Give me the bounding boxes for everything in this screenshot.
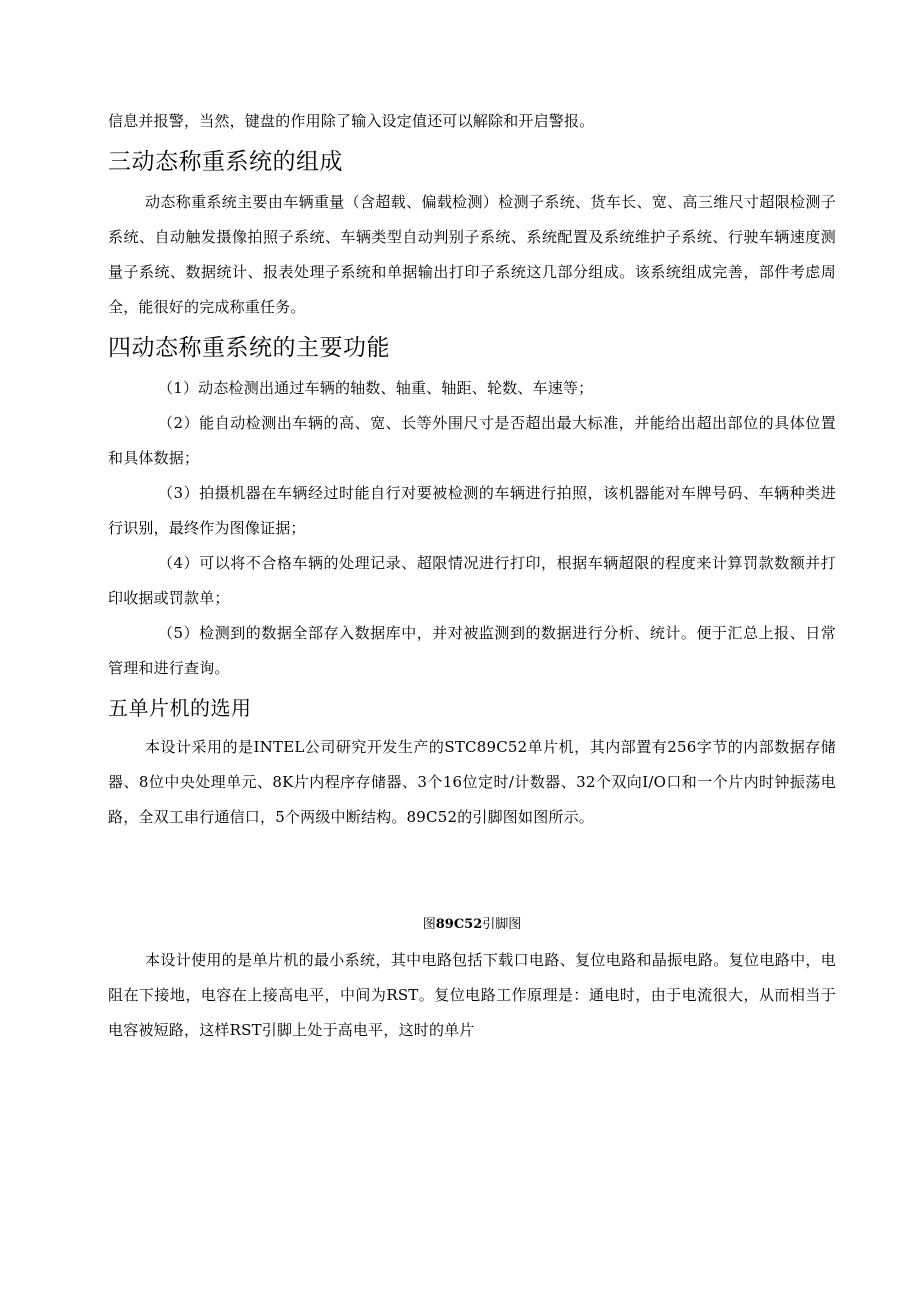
figure-placeholder [108,835,836,907]
composition-paragraph: 动态称重系统主要由车辆重量（含超载、偏载检测）检测子系统、货车长、宽、高三维尺寸超限检测子系统、自动触发摄像拍照子系统、车辆类型自动判别子系统、系统配置及系统维护子系统、行驶车辆速度测量子系统、数据统计、报表处理子系统和单据输出打印子系统这几部分组成。该系统组成完善，部件考虑周全，能很好的完成称重任务。 [108,193,836,316]
continued-paragraph: 信息并报警，当然，键盘的作用除了输入设定值还可以解除和开启警报。 [108,112,595,130]
section-heading-composition: 三动态称重系统的组成 [108,149,343,175]
document-body [108,104,836,1048]
function-item-5: （5）检测到的数据全部存入数据库中，并对被监测到的数据进行分析、统计。便于汇总上报、日常管理和进行查询。 [108,624,836,677]
function-item-1: （1）动态检测出通过车辆的轴数、轴重、轴距、轮数、车速等； [158,379,594,397]
caption-suffix: 引脚图 [482,917,522,932]
section-heading-mcu: 五单片机的选用 [108,696,252,720]
function-item-4: （4）可以将不合格车辆的处理记录、超限情况进行打印，根据车辆超限的程度来计算罚款数额并打印收据或罚款单； [108,554,836,607]
figure-caption [108,907,836,943]
function-item-3: （3）拍摄机器在车辆经过时能自行对要被检测的车辆进行拍照，该机器能对车牌号码、车辆种类进行识别，最终作为图像证据； [108,484,836,537]
function-item-2: （2）能自动检测出车辆的高、宽、长等外围尺寸是否超出最大标准，并能给出超出部位的具体位置和具体数据； [108,414,836,467]
mcu-paragraph: 本设计采用的是INTEL公司研究开发生产的STC89C52单片机，其内部置有256字节的内部数据存储器、8位中央处理单元、8K片内程序存储器、3个16位定时/计数器、32个双向I/O口和一个片内时钟振荡电路，全双工串行通信口，5个两级中断结构。89C52的引脚图如图所示。 [108,738,836,826]
caption-bold: 89C52 [435,917,483,932]
section-heading-functions: 四动态称重系统的主要功能 [108,335,390,361]
closing-paragraph: 本设计使用的是单片机的最小系统，其中电路包括下载口电路、复位电路和晶振电路。复位电路中，电阻在下接地，电容在上接高电平，中间为RST。复位电路工作原理是：通电时，由于电流很大，从而相当于电容被短路，这样RST引脚上处于高电平，这时的单片 [108,951,836,1039]
caption-prefix: 图 [422,917,436,932]
